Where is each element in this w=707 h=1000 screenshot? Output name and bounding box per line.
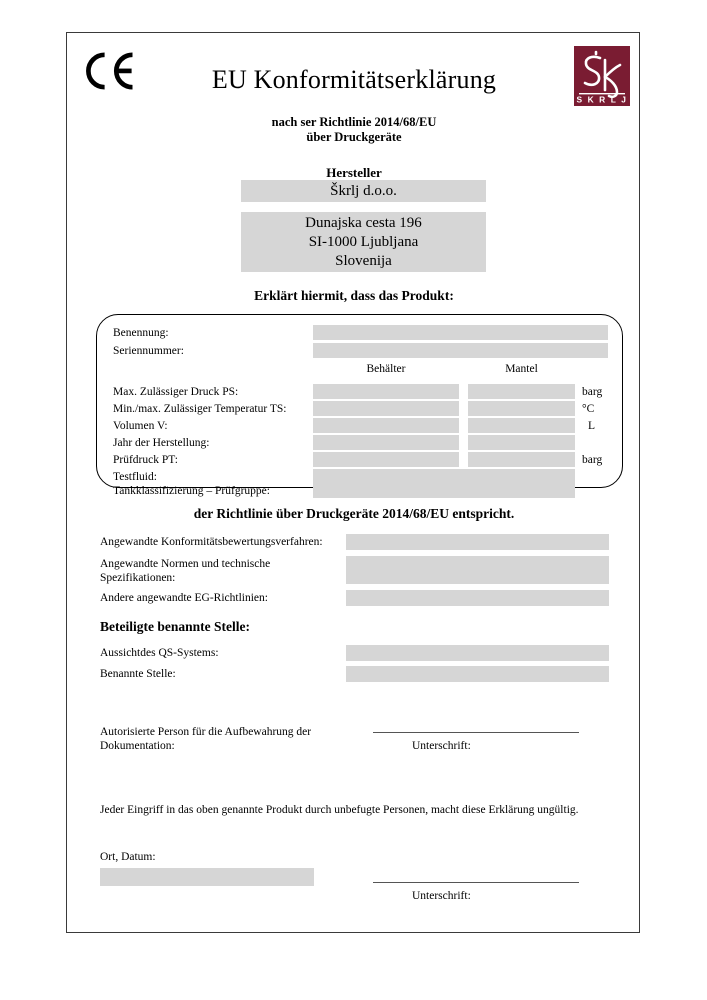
tamper-warning-note: Jeder Eingriff in das oben genannte Produkt durch unbefugte Personen, macht diese Erklärung ungültig.	[100, 804, 579, 816]
label-notified-body: Benannte Stelle:	[100, 668, 176, 680]
label-applied-standards-line-2: Spezifikationen:	[100, 572, 176, 584]
label-benennung: Benennung:	[113, 327, 169, 339]
label-testfluid: Testfluid:	[113, 471, 157, 483]
field-seriennummer[interactable]	[313, 343, 608, 358]
field-qs-system-supervision[interactable]	[346, 645, 609, 661]
field-max-pressure-behaelter[interactable]	[313, 384, 459, 399]
field-year-behaelter[interactable]	[313, 435, 459, 450]
label-conformity-assessment-procedures: Angewandte Konformitätsbewertungsverfahren:	[100, 536, 323, 548]
final-signature-line[interactable]	[373, 882, 579, 883]
field-conformity-assessment-procedures[interactable]	[346, 534, 609, 550]
unit-temperature: °C	[582, 403, 595, 415]
directive-reference	[67, 115, 641, 145]
document-page	[66, 32, 640, 933]
address-line-3: Slovenija	[335, 253, 392, 269]
label-authorized-person-line-2: Dokumentation:	[100, 740, 175, 752]
directive-line-2: über Druckgeräte	[306, 130, 402, 144]
final-signature-caption: Unterschrift:	[412, 890, 471, 902]
logo-wordmark: S K R L J	[576, 94, 628, 105]
label-tank-classification: Tankklassifizierung – Prüfgruppe:	[113, 485, 270, 497]
label-applied-standards-line-1: Angewandte Normen und technische	[100, 558, 271, 570]
label-authorized-person-line-1: Autorisierte Person für die Aufbewahrung der	[100, 726, 312, 738]
manufacturer-heading: Hersteller	[326, 165, 382, 180]
label-place-date: Ort, Datum:	[100, 851, 156, 863]
field-volume-behaelter[interactable]	[313, 418, 459, 433]
authorized-person-signature-line[interactable]	[373, 732, 579, 733]
label-max-pressure: Max. Zulässiger Druck PS:	[113, 386, 239, 398]
field-max-pressure-mantel[interactable]	[468, 384, 575, 399]
field-applied-standards[interactable]	[346, 556, 609, 584]
manufacturer-address-field[interactable]	[241, 212, 486, 272]
label-seriennummer: Seriennummer:	[113, 345, 184, 357]
page-title: EU Konformitätserklärung	[211, 65, 497, 94]
address-line-1: Dunajska cesta 196	[305, 215, 422, 231]
label-qs-system-supervision: Aussichtdes QS-Systems:	[100, 647, 219, 659]
label-temperature: Min./max. Zulässiger Temperatur TS:	[113, 403, 287, 415]
column-header-behaelter: Behälter	[366, 363, 406, 375]
label-test-pressure: Prüfdruck PT:	[113, 454, 178, 466]
address-line-2: SI-1000 Ljubljana	[308, 234, 419, 250]
label-other-ec-directives: Andere angewandte EG-Richtlinien:	[100, 592, 268, 604]
field-volume-mantel[interactable]	[468, 418, 575, 433]
unit-test-pressure: barg	[582, 454, 603, 466]
unit-volume: L	[588, 420, 596, 432]
field-place-date[interactable]	[100, 868, 314, 886]
field-notified-body[interactable]	[346, 666, 609, 682]
directive-line-1: nach ser Richtlinie 2014/68/EU	[271, 115, 437, 129]
product-specification-panel	[96, 314, 623, 497]
manufacturer-name-field[interactable]: Škrlj d.o.o.	[241, 180, 486, 202]
notified-body-heading: Beteiligte benannte Stelle:	[100, 619, 250, 634]
field-benennung[interactable]	[313, 325, 608, 340]
field-testfluid-classification[interactable]	[313, 469, 575, 498]
declaration-heading: Erklärt hiermit, dass das Produkt:	[254, 288, 454, 303]
field-test-pressure-behaelter[interactable]	[313, 452, 459, 467]
column-header-mantel: Mantel	[505, 363, 538, 375]
field-temperature-behaelter[interactable]	[313, 401, 459, 416]
conformity-statement: der Richtlinie über Druckgeräte 2014/68/EU entspricht.	[193, 506, 515, 521]
unit-max-pressure: barg	[582, 386, 603, 398]
skrlj-logo	[574, 46, 630, 106]
field-temperature-mantel[interactable]	[468, 401, 575, 416]
authorized-person-signature-caption: Unterschrift:	[412, 740, 471, 752]
field-test-pressure-mantel[interactable]	[468, 452, 575, 467]
label-year: Jahr der Herstellung:	[113, 437, 210, 449]
field-year-mantel[interactable]	[468, 435, 575, 450]
label-volume: Volumen V:	[113, 420, 168, 432]
field-other-ec-directives[interactable]	[346, 590, 609, 606]
